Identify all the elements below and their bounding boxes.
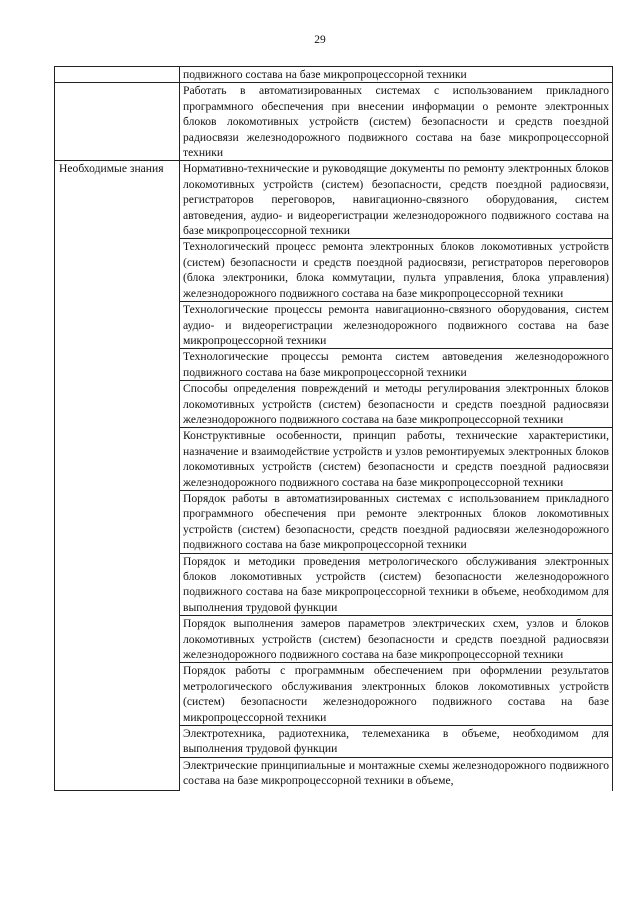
knowledge-cell: Электротехника, радиотехника, телемеханика в объеме, необходимом для выполнения трудовой функции [180, 726, 613, 758]
knowledge-label: Необходимые знания [55, 161, 180, 791]
knowledge-cell: Порядок выполнения замеров параметров электрических схем, узлов и блоков локомотивных устройств (систем) безопасности и средств поездной радиосвязи железнодорожного подвижного состава на базе микропроцессорной техники [180, 616, 613, 663]
table-row [55, 67, 613, 83]
requirements-table [54, 66, 613, 791]
empty-label-cell [55, 83, 180, 161]
table-row [55, 83, 613, 161]
knowledge-cell: Технологические процессы ремонта систем автоведения железнодорожного подвижного состава на базе микропроцессорной техники [180, 349, 613, 381]
knowledge-cell: Конструктивные особенности, принцип работы, технические характеристики, назначение и взаимодействие устройств и узлов ремонтируемых электронных блоков локомотивных устройств (систем) безопасности и средств поездной радиосвязи железнодорожного подвижного состава на базе микропроцессорной техники [180, 428, 613, 491]
knowledge-cell: Способы определения повреждений и методы регулирования электронных блоков локомотивных устройств (систем) безопасности и средств поездной радиосвязи железнодорожного подвижного состава на базе микропроцессорной техники [180, 381, 613, 428]
knowledge-cell: Технологический процесс ремонта электронных блоков локомотивных устройств (систем) безопасности и средств поездной радиосвязи, регистраторов переговоров (блока электроники, блока коммутации, пульта управления, блока управления) железнодорожного подвижного состава на базе микропроцессорной техники [180, 239, 613, 302]
empty-label-cell [55, 67, 180, 83]
knowledge-cell: Порядок работы в автоматизированных системах с использованием прикладного программного обеспечения при ремонте электронных блоков локомотивных устройств (систем) безопасности, средств поездной радиосвязи железнодорожного подвижного состава на базе микропроцессорной техники [180, 490, 613, 553]
knowledge-cell: Нормативно-технические и руководящие документы по ремонту электронных блоков локомотивных устройств (систем) безопасности, средств поездной радиосвязи, регистраторов переговоров, навигационно-связного оборудования, систем автоведения, аудио- и видеорегистрации железнодорожного подвижного состава на базе микропроцессорной техники [180, 161, 613, 239]
table-row [55, 161, 613, 239]
page-number: 29 [314, 34, 326, 46]
knowledge-cell: Порядок работы с программным обеспечением при оформлении результатов метрологического обслуживания электронных блоков локомотивных устройств (систем) безопасности железнодорожного подвижного состава на базе микропроцессорной техники [180, 663, 613, 726]
knowledge-cell: Порядок и методики проведения метрологического обслуживания электронных блоков локомотивных устройств (систем) безопасности железнодорожного подвижного состава на базе микропроцессорной техники в объеме, необходимом для выполнения трудовой функции [180, 553, 613, 616]
knowledge-cell: Электрические принципиальные и монтажные схемы железнодорожного подвижного состава на базе микропроцессорной техники в объеме, [180, 757, 613, 791]
skill-cell: подвижного состава на базе микропроцессорной техники [180, 67, 613, 83]
skill-cell: Работать в автоматизированных системах с использованием прикладного программного обеспечения при внесении информации о ремонте электронных блоков локомотивных устройств (систем) безопасности и средств поездной радиосвязи железнодорожного подвижного состава на базе микропроцессорной техники [180, 83, 613, 161]
knowledge-cell: Технологические процессы ремонта навигационно-связного оборудования, систем аудио- и видеорегистрации железнодорожного подвижного состава на базе микропроцессорной техники [180, 302, 613, 349]
